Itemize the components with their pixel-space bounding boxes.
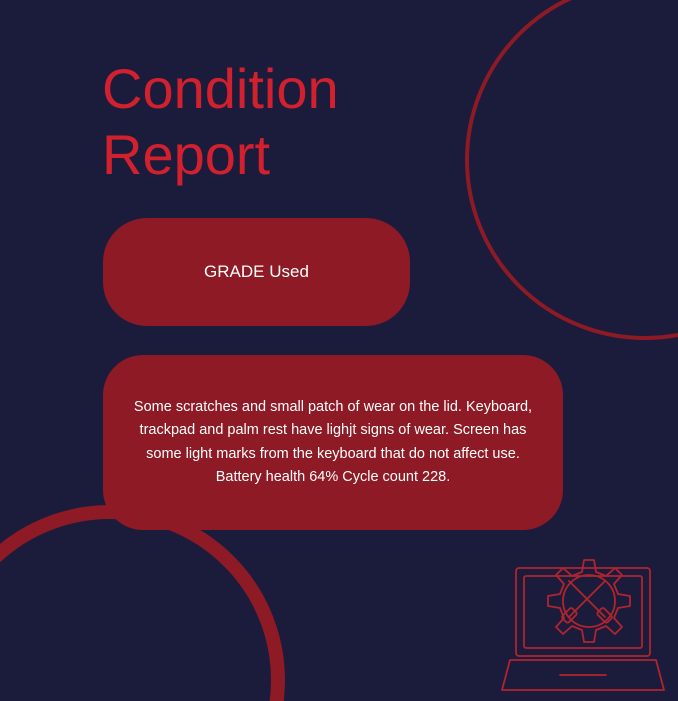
title-line-2: Report — [102, 123, 271, 186]
screwdriver-icon — [561, 581, 613, 623]
decorative-arc-bottom-left — [0, 512, 278, 701]
grade-label: GRADE — [204, 262, 265, 281]
decorative-arc-top-right — [467, 0, 678, 338]
laptop-repair-icon — [502, 560, 664, 690]
grade-value: Used — [269, 262, 309, 281]
condition-description-box — [103, 355, 563, 530]
title-line-1: Condition — [102, 57, 339, 120]
grade-badge — [103, 218, 410, 326]
condition-description: Some scratches and small patch of wear on the lid. Keyboard, trackpad and palm rest have lighjt signs of wear. Screen has some light marks from the keyboard that do not affect use. Battery health 64% Cycle count 228. — [133, 398, 533, 485]
page-title — [102, 56, 339, 188]
